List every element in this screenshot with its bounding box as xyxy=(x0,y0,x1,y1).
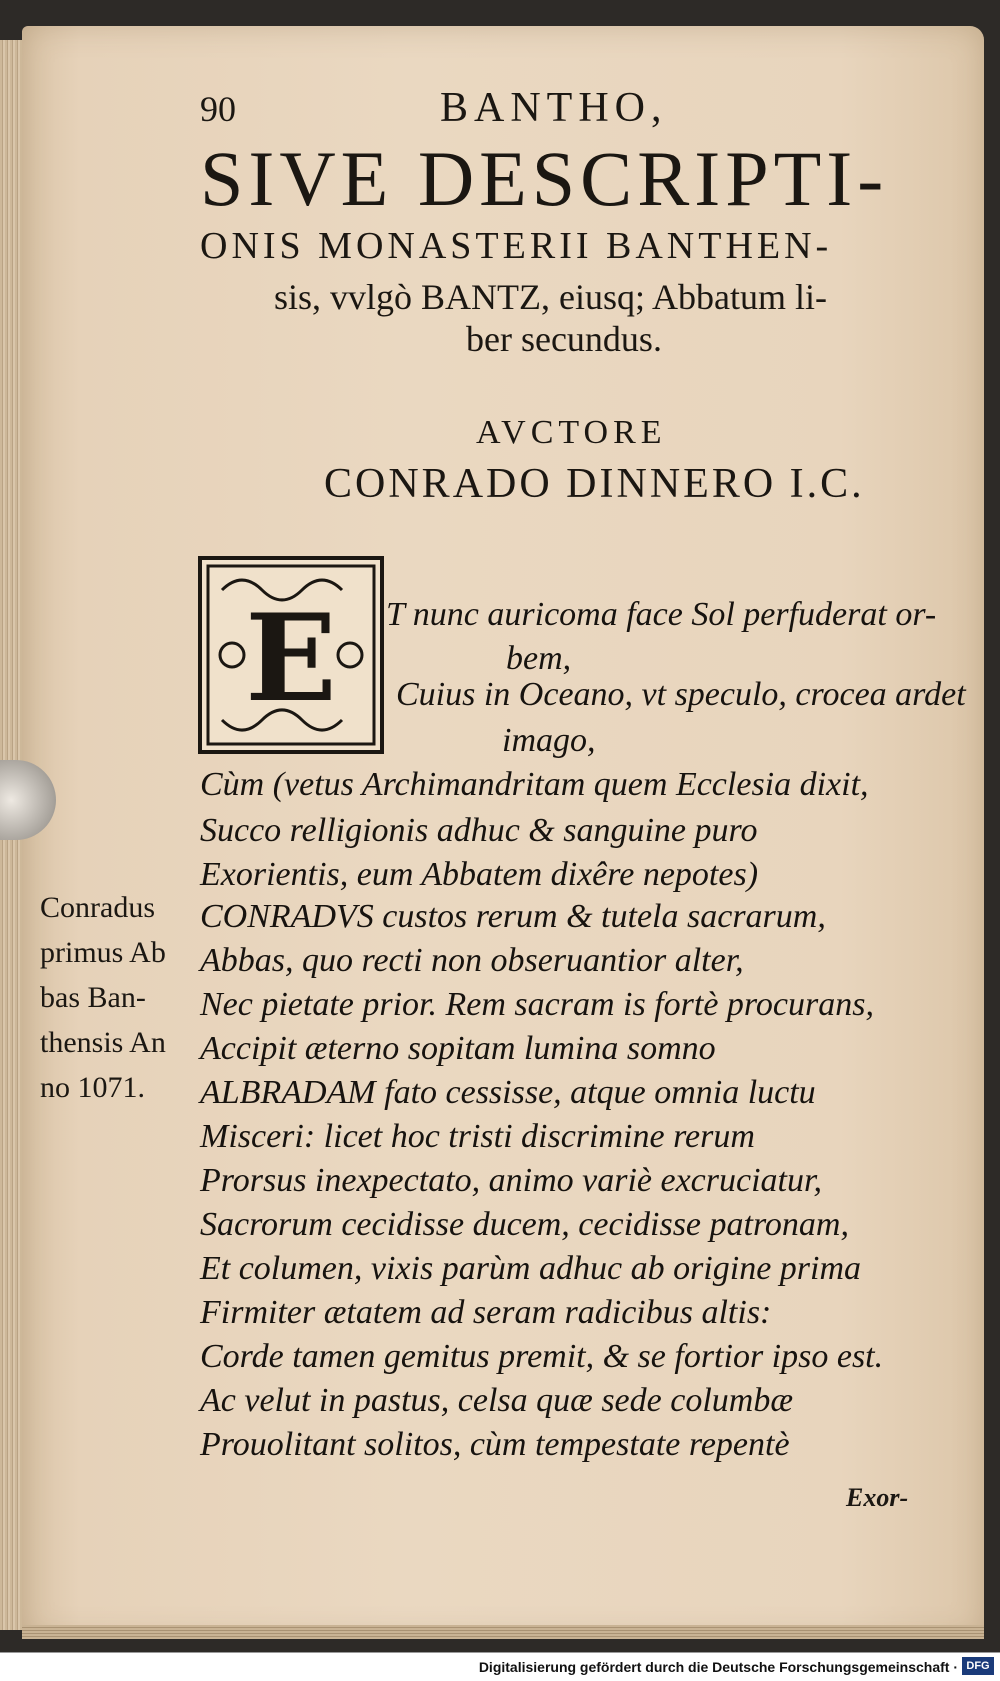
decorated-initial xyxy=(198,556,384,754)
catchword: Exor- xyxy=(846,1483,909,1512)
verse-line-15: Sacrorum cecidisse ducem, cecidisse patronam, xyxy=(200,1206,849,1243)
verse-line-6: Succo relligionis adhuc & sanguine puro xyxy=(200,812,758,849)
verse-line-17: Firmiter ætatem ad seram radicibus altis: xyxy=(200,1294,772,1331)
margin-note-line: bas Ban- xyxy=(40,981,146,1014)
margin-note-line: primus Ab xyxy=(40,936,166,969)
title-line-4: ber secundus. xyxy=(466,319,662,359)
verse-line-5: Cùm (vetus Archimandritam quem Ecclesia dixit, xyxy=(200,766,869,803)
verse-line-8: CONRADVS custos rerum & tutela sacrarum, xyxy=(200,898,826,935)
footer-credit: Digitalisierung gefördert durch die Deutsche Forschungsgemeinschaft · xyxy=(478,1659,958,1675)
verse-line-12: ALBRADAM fato cessisse, atque omnia luctu xyxy=(200,1074,816,1111)
verse-line-9: Abbas, quo recti non obseruantior alter, xyxy=(200,942,744,979)
margin-note-line: Conradus xyxy=(40,891,155,924)
title-line-1: SIVE DESCRIPTI- xyxy=(200,135,889,222)
page-bottom-edge xyxy=(22,1625,984,1639)
title-line-2: ONIS MONASTERII BANTHEN- xyxy=(200,225,833,267)
verse-line-4: imago, xyxy=(502,722,596,759)
decorated-initial-icon xyxy=(202,560,380,750)
verse-line-13: Misceri: licet hoc tristi discrimine rerum xyxy=(200,1118,755,1155)
margin-note-line: thensis An xyxy=(40,1026,166,1059)
footer-bar xyxy=(0,1652,1000,1681)
margin-note xyxy=(40,885,190,1110)
verse-line-19: Ac velut in pastus, celsa quæ sede columbæ xyxy=(200,1382,794,1419)
verse-line-1: T nunc auricoma face Sol perfuderat or- xyxy=(386,596,937,633)
verse-line-11: Accipit æterno sopitam lumina somno xyxy=(200,1030,716,1067)
margin-note-line: no 1071. xyxy=(40,1071,145,1104)
page-number: 90 xyxy=(200,89,236,129)
initial-letter: E xyxy=(245,588,337,729)
author-name: CONRADO DINNERO I.C. xyxy=(324,461,865,507)
dfg-logo-icon: DFG xyxy=(962,1657,994,1675)
verse-line-18: Corde tamen gemitus premit, & se fortior ipso est. xyxy=(200,1338,884,1375)
verse-line-3: Cuius in Oceano, vt speculo, crocea ardet xyxy=(396,676,966,713)
running-title: BANTHO, xyxy=(440,85,668,131)
verse-line-14: Prorsus inexpectato, animo variè excruciatur, xyxy=(200,1162,822,1199)
verse-line-7: Exorientis, eum Abbatem dixêre nepotes) xyxy=(200,856,759,893)
title-line-3: sis, vvlgò BANTZ, eiusq; Abbatum li- xyxy=(274,277,827,317)
verse-line-16: Et columen, vixis parùm adhuc ab origine prima xyxy=(200,1250,862,1287)
verse-line-20: Prouolitant solitos, cùm tempestate repentè xyxy=(200,1426,790,1463)
auctore-heading: AVCTORE xyxy=(476,414,667,451)
verse-line-2: bem, xyxy=(506,640,572,677)
verse-line-10: Nec pietate prior. Rem sacram is fortè procurans, xyxy=(200,986,874,1023)
